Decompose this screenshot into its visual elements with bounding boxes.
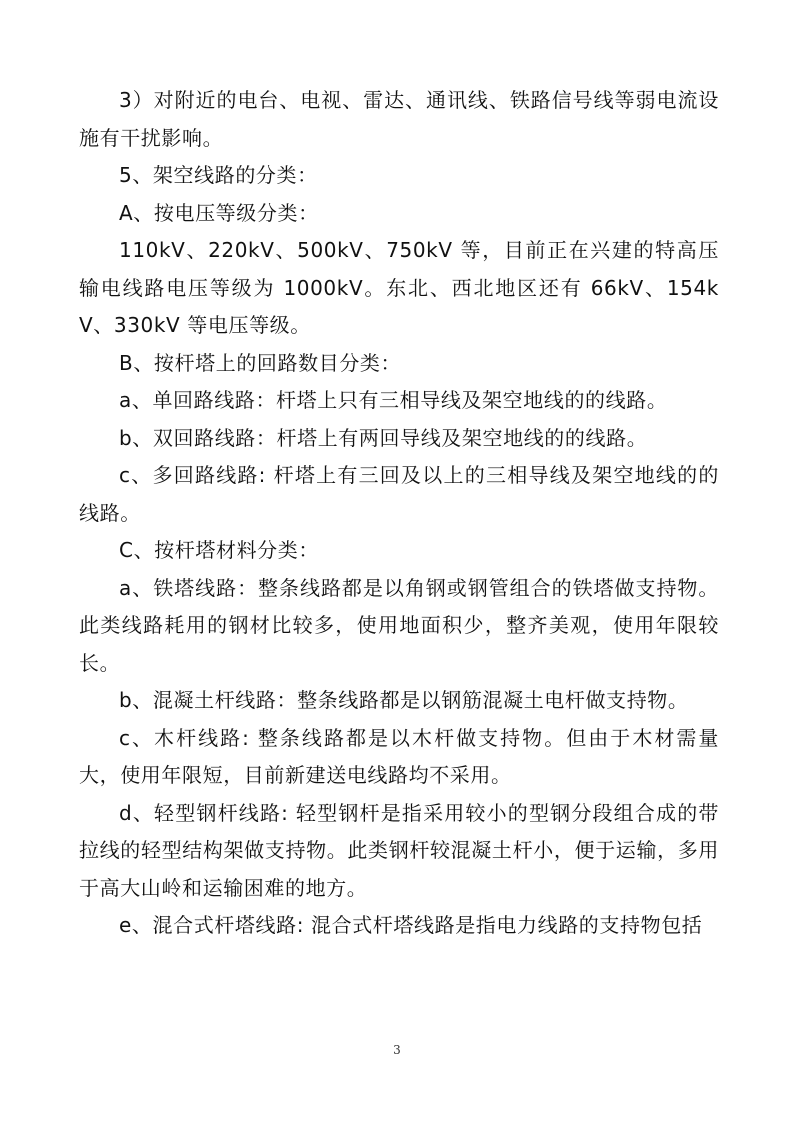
- paragraph-material-heading: C、按杆塔材料分类：: [119, 538, 319, 562]
- paragraph-interference: 3）对附近的电台、电视、雷达、通讯线、铁路信号线等弱电流设施有干扰影响。: [79, 88, 719, 150]
- paragraph-section-classification: 5、架空线路的分类：: [119, 163, 318, 187]
- paragraph-mixed-tower: e、混合式杆塔线路: 混合式杆塔线路是指电力线路的支持物包括: [119, 913, 703, 937]
- paragraph-double-circuit: b、双回路线路：杆塔上有两回导线及架空地线的的线路。: [119, 425, 648, 450]
- paragraph-steel-tower: a、铁塔线路：整条线路都是以角钢或钢管组合的铁塔做支持物。此类线路耗用的钢材比较多，使用地面积少，整齐美观，使用年限较长。: [79, 575, 719, 675]
- paragraph-voltage-levels: 110kV、220kV、500kV、750kV 等，目前正在兴建的特高压输电线路电压等级为 1000kV。东北、西北地区还有 66kV、154kV、330kV 等电压等级。: [79, 238, 719, 337]
- paragraph-wood-pole: c、木杆线路: 整条线路都是以木杆做支持物。但由于木材需量大，使用年限短，目前新建送电线路均不采用。: [79, 725, 719, 787]
- page-number: 3: [393, 1043, 401, 1057]
- document-body: [79, 82, 719, 945]
- paragraph-light-steel-pole: d、轻型钢杆线路: 轻型钢杆是指采用较小的型钢分段组合成的带拉线的轻型结构架做支持物。此类钢杆较混凝土杆小，便于运输，多用于高大山岭和运输困难的地方。: [79, 800, 719, 900]
- paragraph-circuit-heading: B、按杆塔上的回路数目分类：: [119, 350, 402, 375]
- paragraph-multi-circuit: c、多回路线路: 杆塔上有三回及以上的三相导线及架空地线的的线路。: [79, 463, 719, 525]
- paragraph-voltage-heading: A、按电压等级分类：: [119, 200, 319, 225]
- paragraph-single-circuit: a、单回路线路：杆塔上只有三相导线及架空地线的的线路。: [119, 388, 668, 412]
- paragraph-concrete-pole: b、混凝土杆线路：整条线路都是以钢筋混凝土电杆做支持物。: [119, 688, 689, 712]
